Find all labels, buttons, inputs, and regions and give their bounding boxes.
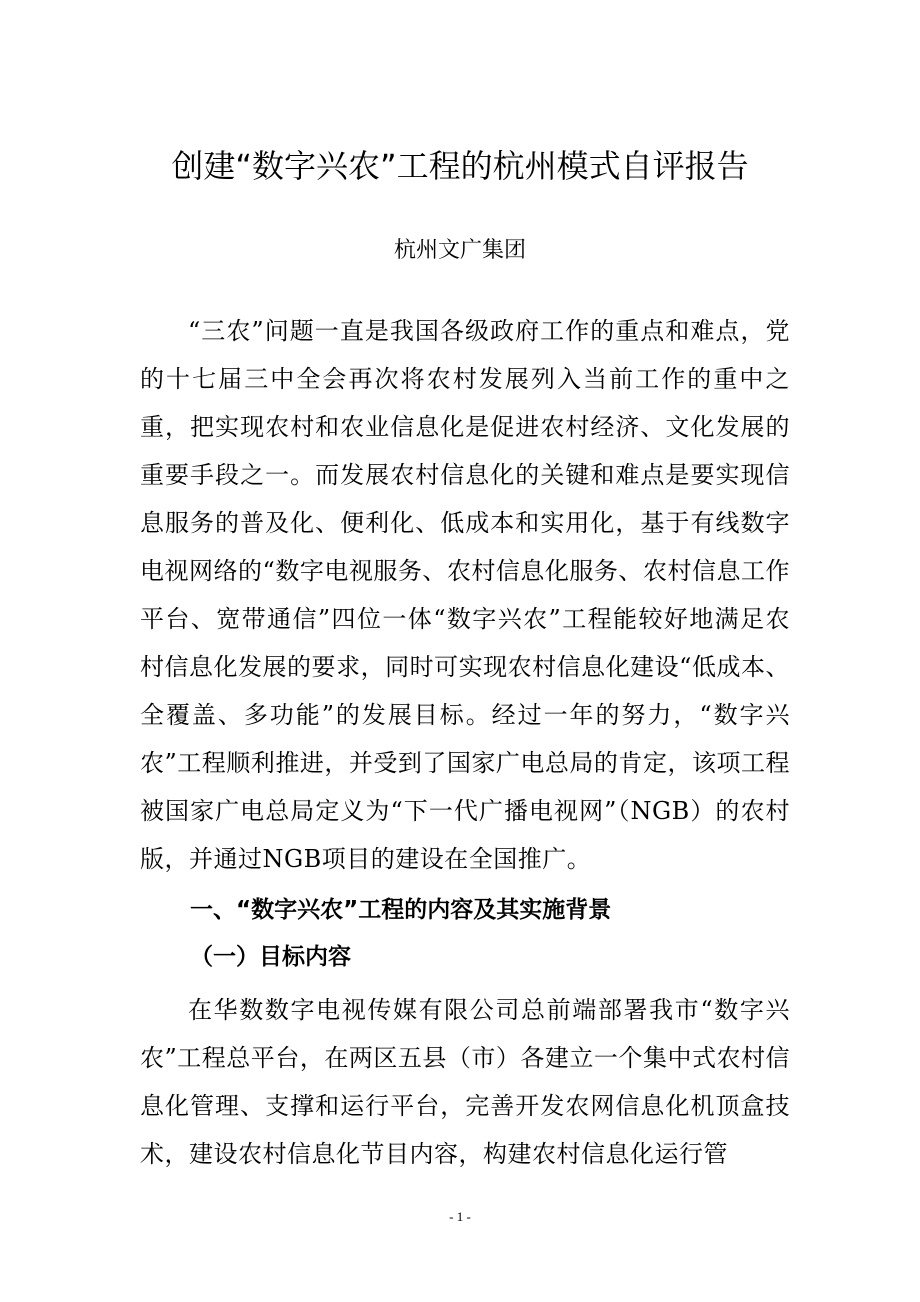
paragraph-intro: “三农”问题一直是我国各级政府工作的重点和难点，党的十七届三中全会再次将农村发展列入当前工作的重中之重，把实现农村和农业信息化是促进农村经济、文化发展的重要手段之一。而发展农村信息化的关键和难点是要实现信息服务的普及化、便利化、低成本和实用化，基于有线数字电视网络的“数字电视服务、农村信息化服务、农村信息工作平台、宽带通信”四位一体“数字兴农”工程能较好地满足农村信息化发展的要求，同时可实现农村信息化建设“低成本、全覆盖、多功能”的发展目标。经过一年的努力，“数字兴农”工程顺利推进，并受到了国家广电总局的肯定，该项工程被国家广电总局定义为“下一代广播电视网”（NGB）的农村版，并通过NGB项目的建设在全国推广。	[140, 317, 790, 873]
subsection-heading: （一）目标内容	[190, 944, 351, 970]
page-number: - 1 -	[449, 1209, 471, 1224]
section-heading: 一、“数字兴农”工程的内容及其实施背景	[190, 897, 612, 923]
document-title: 创建“数字兴农”工程的杭州模式自评报告	[171, 147, 749, 185]
paragraph-target-content: 在华数数字电视传媒有限公司总前端部署我市“数字兴农”工程总平台，在两区五县（市）各建立一个集中式农村信息化管理、支撑和运行平台，完善开发农网信息化机顶盒技术，建设农村信息化节目内容，构建农村信息化运行管	[140, 996, 790, 1168]
document-author: 杭州文广集团	[393, 238, 526, 263]
